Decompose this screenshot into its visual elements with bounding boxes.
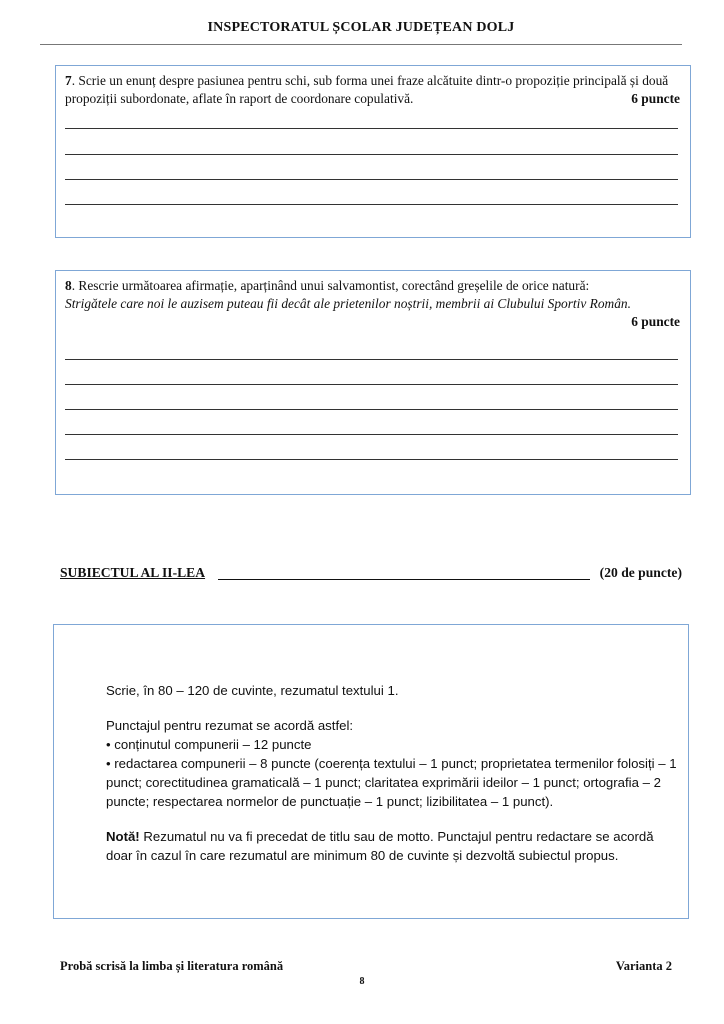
subject-2-title: SUBIECTUL AL II-LEA [60, 565, 206, 580]
question-8-text-block [65, 277, 680, 331]
page-number: 8 [359, 976, 365, 987]
answer-line[interactable] [65, 434, 678, 435]
subject-2-heading-rule [218, 579, 590, 580]
answer-line[interactable] [65, 179, 678, 180]
scoring-bullet-content: • conținutul compunerii – 12 puncte [106, 737, 312, 752]
question-8-number: 8 [65, 278, 72, 293]
note-text: Rezumatul nu va fi precedat de titlu sau de motto. Punctajul pentru redactare se acordă doar în cazul în care rezumatul are minimum 80 de cuvinte și dezvoltă subiectul propus. [106, 829, 654, 863]
subject-2-points: (20 de puncte) [599, 565, 682, 580]
answer-line[interactable] [65, 204, 678, 205]
note-label: Notă! [106, 829, 140, 844]
subject-2-task: Scrie, în 80 – 120 de cuvinte, rezumatul textului 1. [106, 683, 399, 698]
answer-line[interactable] [65, 384, 678, 385]
subject-2-heading [60, 565, 682, 581]
answer-line[interactable] [65, 459, 678, 460]
subject-2-box [53, 624, 689, 919]
question-8-prompt: . Rescrie următoarea afirmație, aparținând unui salvamontist, corectând greșelile de orice natură: [71, 278, 590, 293]
question-7-number: 7 [65, 73, 72, 88]
question-7-text-block [65, 72, 680, 108]
question-7-prompt: . Scrie un enunț despre pasiunea pentru schi, sub forma unei fraze alcătuite dintr-o propoziție principală și două propoziții subordonate, aflate în raport de coordonare copulativă. [65, 73, 669, 106]
footer-variant: Varianta 2 [615, 959, 672, 973]
scoring-intro: Punctajul pentru rezumat se acordă astfel: [106, 718, 354, 733]
note-paragraph [106, 827, 678, 865]
question-7-box [55, 65, 691, 238]
footer-exam-name: Probă scrisă la limba și literatura română [60, 959, 284, 973]
question-7-points: 6 puncte [631, 91, 680, 106]
subject-2-content [106, 681, 678, 865]
scoring-bullet-writing: • redactarea compunerii – 8 puncte (coerența textului – 1 punct; proprietatea termenilor folosiți – 1 punct; corectitudinea gramaticală – 1 punct; claritatea exprimării ideilor – 1 punct; ortografia – 2 puncte; respectarea normelor de punctuație – 1 punct; lizibilitatea – 1 punct). [106, 756, 677, 809]
answer-line[interactable] [65, 359, 678, 360]
question-8-points: 6 puncte [631, 314, 680, 329]
answer-line[interactable] [65, 128, 678, 129]
question-8-quote: Strigătele care noi le auzisem puteau fii decât ale prietenilor noștrii, membrii ai Clubului Sportiv Român. [65, 296, 631, 311]
header-divider [40, 44, 682, 45]
question-8-box [55, 270, 691, 495]
page-header-title: INSPECTORATUL ȘCOLAR JUDEȚEAN DOLJ [207, 20, 515, 35]
answer-line[interactable] [65, 409, 678, 410]
answer-line[interactable] [65, 154, 678, 155]
